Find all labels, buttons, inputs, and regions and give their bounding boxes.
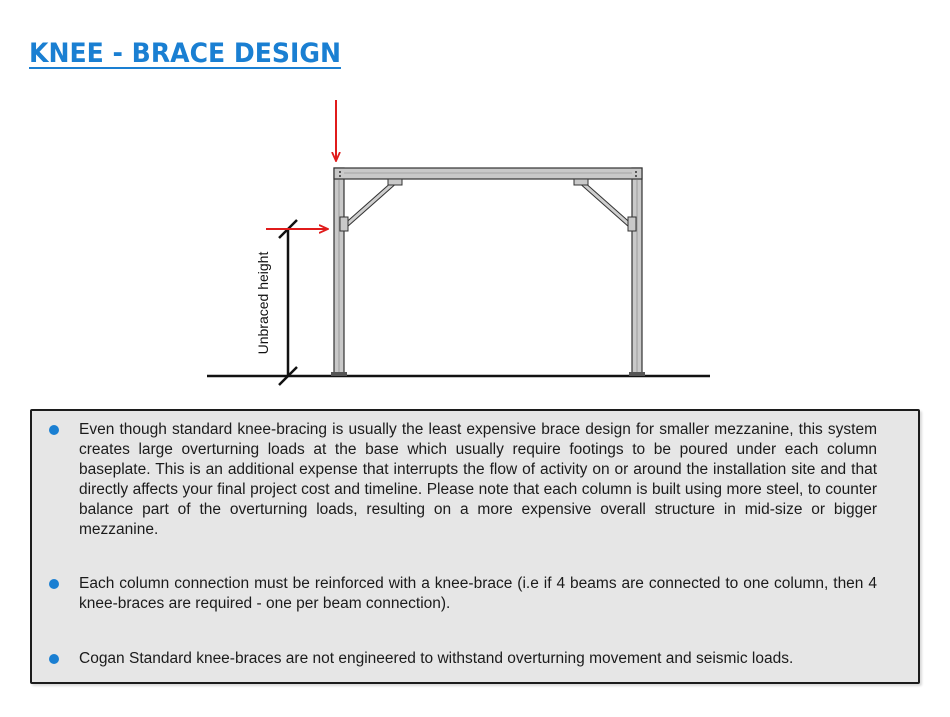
right-column	[629, 168, 645, 376]
bullet-text: Even though standard knee-bracing is usually the least expensive brace design for smaller mezzanine, this system creates large overturning loads at the base which usually require footings to be poured under each column baseplate. This is an additional expense that interrupts the flow of activity on or around the installation site and that directly affects your final project cost and timeline. Please note that each column is built using more steel, to counter balance part of the overturning loads, resulting on a more expensive overall structure in mid-size or bigger mezzanine.	[79, 421, 877, 538]
bullet-text: Each column connection must be reinforced with a knee-brace (i.e if 4 beams are connected to one column, then 4 knee-braces are required - one per beam connection).	[79, 575, 877, 612]
bullet-icon	[49, 425, 59, 435]
left-column	[331, 168, 347, 376]
bullet-icon	[49, 654, 59, 664]
left-knee-brace	[340, 179, 402, 231]
dimension-label: Unbraced height	[255, 251, 271, 355]
top-beam	[334, 168, 642, 179]
bullet-text: Cogan Standard knee-braces are not engineered to withstand overturning movement and seismic loads.	[79, 650, 794, 667]
page-title: KNEE - BRACE DESIGN	[29, 38, 341, 69]
bullet-icon	[49, 579, 59, 589]
right-knee-brace	[574, 179, 636, 231]
unbraced-height-dimension	[255, 220, 297, 385]
